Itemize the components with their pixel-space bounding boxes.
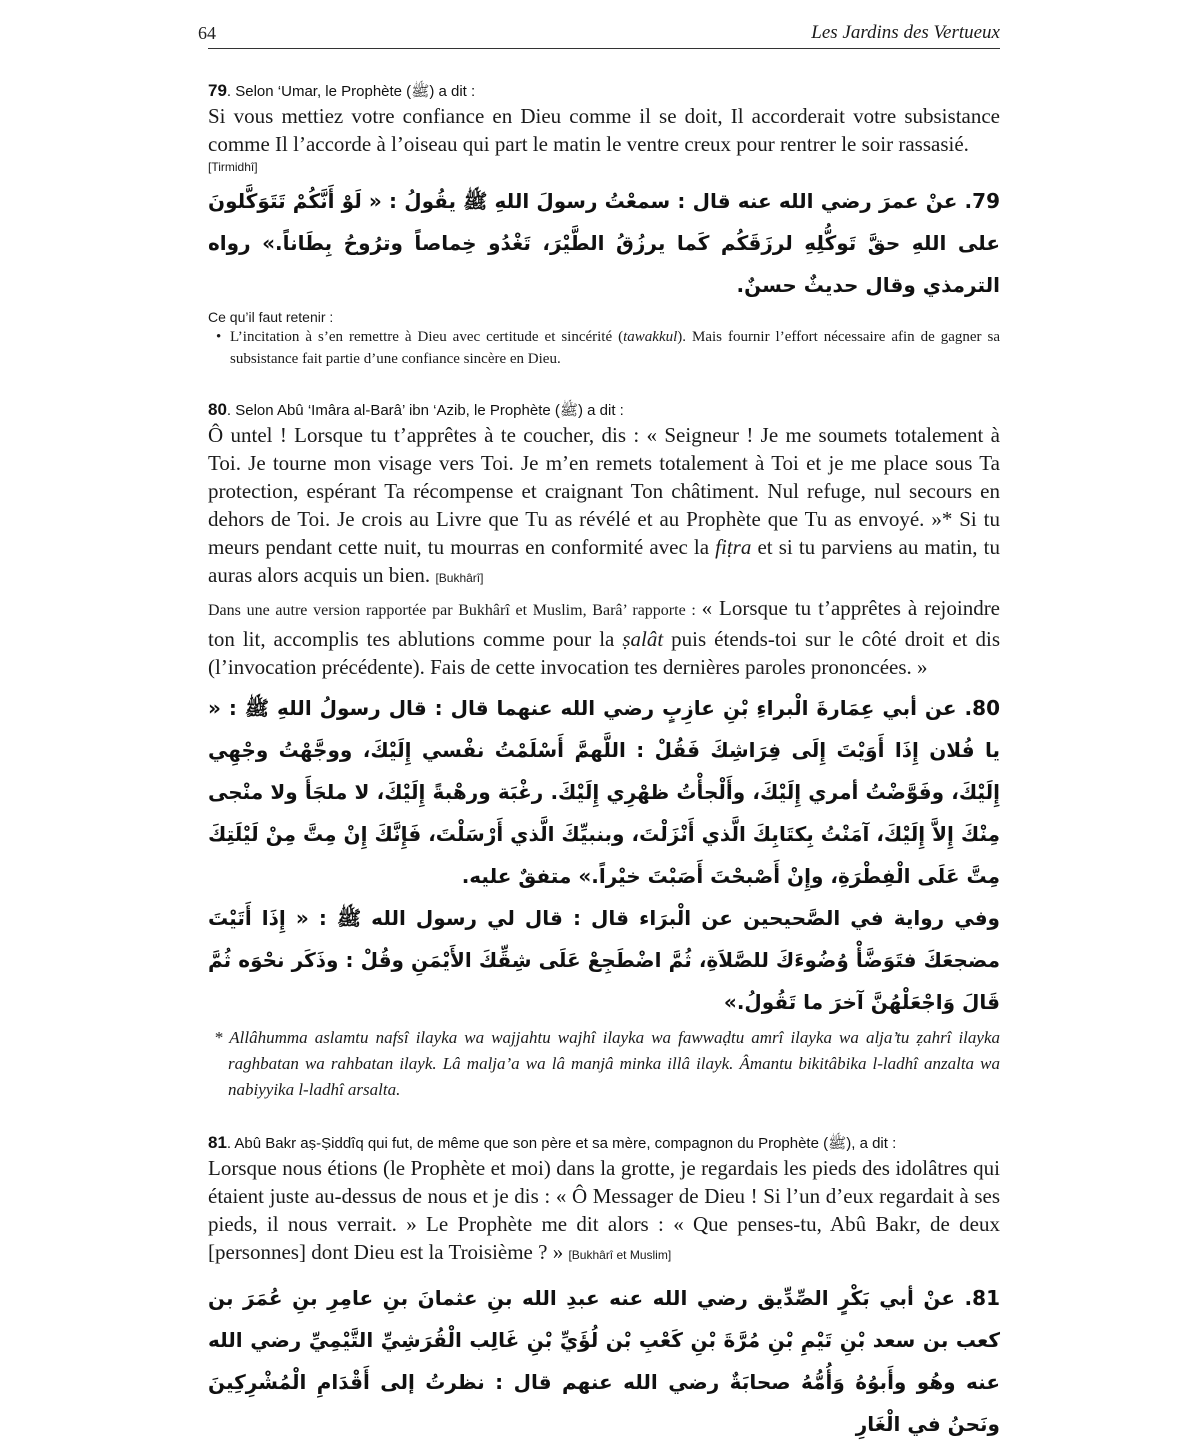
- hadith-variant: Dans une autre version rapportée par Bukhârî et Muslim, Barâ’ rapporte : « Lorsque tu t’apprêtes à rejoindre ton lit, accomplis tes ablutions comme pour la ṣalât puis étends-toi sur le côté droit et dis (l’invocation précédente). Fais de cette invocation tes dernières paroles prononcées. »: [208, 596, 1001, 679]
- page-header: [198, 14, 1000, 49]
- bullet-icon: •: [216, 329, 222, 345]
- hadith-source: [Bukhârî]: [435, 571, 484, 585]
- hadith-heading: [208, 400, 1000, 421]
- hadith-arabic: 80. عن أبي عِمَارةَ الْبراءِ بْنِ عازِبٍ رضي الله عنهما قال : قال رسولُ اللهِ ﷺ : « يا فُلان إِذَا أَوَيْتَ إِلَى فِرَاشِكَ فَقُلْ : اللَّهمَّ أَسْلَمْتُ نفْسي إِلَيْكَ، ووجَّهْتُ وجْهِي إِلَيْكَ، وفَوَّضْتُ أمري إِلَيْكَ، وأَلْجأْتُ ظهْرِي إِلَيْكَ. رغْبَة ورهْبةً إِلَيْكَ، لا ملجَأَ ولا منْجى مِنْكَ إِلاَّ إِلَيْكَ، آمَنْتُ بِكتَابِكَ الَّذي أَنْزَلْتَ، وبنبيِّكَ الَّذي أَرْسَلْتَ، فَإِنَّكَ إِنْ مِتَّ مِنْ لَيْلَتِكَ مِتَّ عَلَى الْفِطْرَةِ، وإِنْ أَصْبحْتَ أَصَبْتَ خيْراً.» متفقٌ عليه.: [208, 696, 1000, 888]
- hadith-source: [Tirmidhî]: [208, 160, 258, 174]
- hadith-intro: . Selon Abû ‘Imâra al-Barâ’ ibn ‘Azib, le Prophète (ﷺ) a dit :: [226, 402, 624, 419]
- transliteration-footnote: * Allâhumma aslamtu nafsî ilayka wa wajjahtu wajhî ilayka wa fawwaḍtu amrî ilayka wa alja’tu ẓahrî ilayka raghbatan wa rahbatan ilayk. Lâ malja’a wa lâ manjâ minka illâ ilayk. Âmantu bikitâbika l-ladhî anzalta wa nabiyyika l-ladhî arsalta.: [214, 1028, 1000, 1099]
- hadith-source: [Bukhârî et Muslim]: [568, 1248, 672, 1262]
- takeaway-bullet: • L’incitation à s’en remettre à Dieu avec certitude et sincérité (tawakkul). Mais fournir l’effort nécessaire afin de gagner sa subsistance fait partie d’une confiance sincère en Dieu.: [208, 326, 1000, 370]
- hadith-arabic-variant: وفي رواية في الصَّحيحين عن الْبرَاء قال : قال لي رسول الله ﷺ : « إِذَا أَتَيْتَ مضجعَكَ فتَوَضَّأْ وُضُوءَكَ للصَّلاَةِ، ثُمَّ اضْطَجِعْ عَلَى شِقِّكَ الأَيْمَنِ وقُلْ : وذَكَر نحْوَه ثُمَّ قَالَ وَاجْعَلْهُنَّ آخرَ ما تَقُولُ.»: [208, 906, 1000, 1014]
- hadith-translation: Si vous mettiez votre confiance en Dieu comme il se doit, Il accorderait votre subsistance comme Il l’accorde à l’oiseau qui part le matin le ventre creux pour rentrer le soir rassasié.: [208, 104, 1000, 156]
- hadith-heading: [208, 81, 1000, 102]
- takeaway-title: Ce qu’il faut retenir :: [208, 309, 334, 325]
- hadith-translation: Ô untel ! Lorsque tu t’apprêtes à te coucher, dis : « Seigneur ! Je me soumets totalement à Toi. Je tourne mon visage vers Toi. Je m’en remets totalement à Toi et je me place sous Ta protection, espérant Ta récompense et craignant Ton châtiment. Nul refuge, nul secours en dehors de Toi. Je crois au Livre que Tu as révélé et au Prophète que Tu as envoyé. »* Si tu meurs pendant cette nuit, tu mourras en conformité avec la fiṭra et si tu parviens au matin, tu auras alors acquis un bien. [Bukhârî]: [208, 423, 1000, 587]
- hadith-translation: Lorsque nous étions (le Prophète et moi) dans la grotte, je regardais les pieds des idolâtres qui étaient juste au-dessus de nous et je dis : « Ô Messager de Dieu ! Si l’un d’eux regardait à ses pieds, il nous verrait. » Le Prophète me dit alors : « Que penses-tu, Abû Bakr, de deux [personnes] dont Dieu est la Troisième ? » [Bukhârî et Muslim]: [208, 1156, 1000, 1264]
- hadith-intro: . Abû Bakr aṣ-Ṣiddîq qui fut, de même que son père et sa mère, compagnon du Prophète (ﷺ), a dit :: [226, 1135, 897, 1152]
- hadith-number: 81: [208, 1133, 227, 1152]
- hadith-79: [208, 81, 1000, 370]
- hadith-number: 80: [208, 400, 227, 419]
- hadith-heading: [208, 1133, 1000, 1154]
- page-number: 64: [198, 23, 216, 43]
- hadith-number: 79: [208, 81, 227, 100]
- hadith-intro: . Selon ‘Umar, le Prophète (ﷺ) a dit :: [226, 83, 476, 100]
- book-page: [198, 14, 1001, 1445]
- hadith-arabic: 79. عنْ عمرَ رضي الله عنه قال : سمعْتُ رسولَ اللهِ ﷺ يقُولُ : « لَوْ أَنَّكُمْ تَتَوَكَّلونَ على اللهِ حقَّ تَوكُّلِهِ لرزَقَكُم كَما يرزُقُ الطَّيْرَ، تَغْدُو خِماصاً وترُوحُ بِطَاناً.» رواه الترمذي وقال حديثٌ حسنٌ.: [208, 189, 1000, 297]
- hadith-arabic: 81. عنْ أبي بَكْرٍ الصِّدِّيق رضي الله عنه عبدِ الله بنِ عثمانَ بنِ عامِرِ بنِ عُمَرَ بن كعب بن سعد بْنِ تَيْمِ بْنِ مُرَّةَ بْنِ كَعْبِ بْن لُؤَيِّ بْنِ غَالِب الْقُرَشِيِّ التَّيْمِيِّ رضي الله عنه وهُو وأَبوُهُ وَأُمُّهُ صحابَةٌ رضي الله عنهم قال : نظرتُ إلى أَقْدَامِ الْمُشْرِكِينَ ونَحنُ في الْغَارِ: [208, 1286, 1000, 1436]
- hadith-81: [208, 1133, 1000, 1445]
- hadith-80: [208, 400, 1000, 1103]
- running-title: Les Jardins des Vertueux: [811, 22, 1000, 43]
